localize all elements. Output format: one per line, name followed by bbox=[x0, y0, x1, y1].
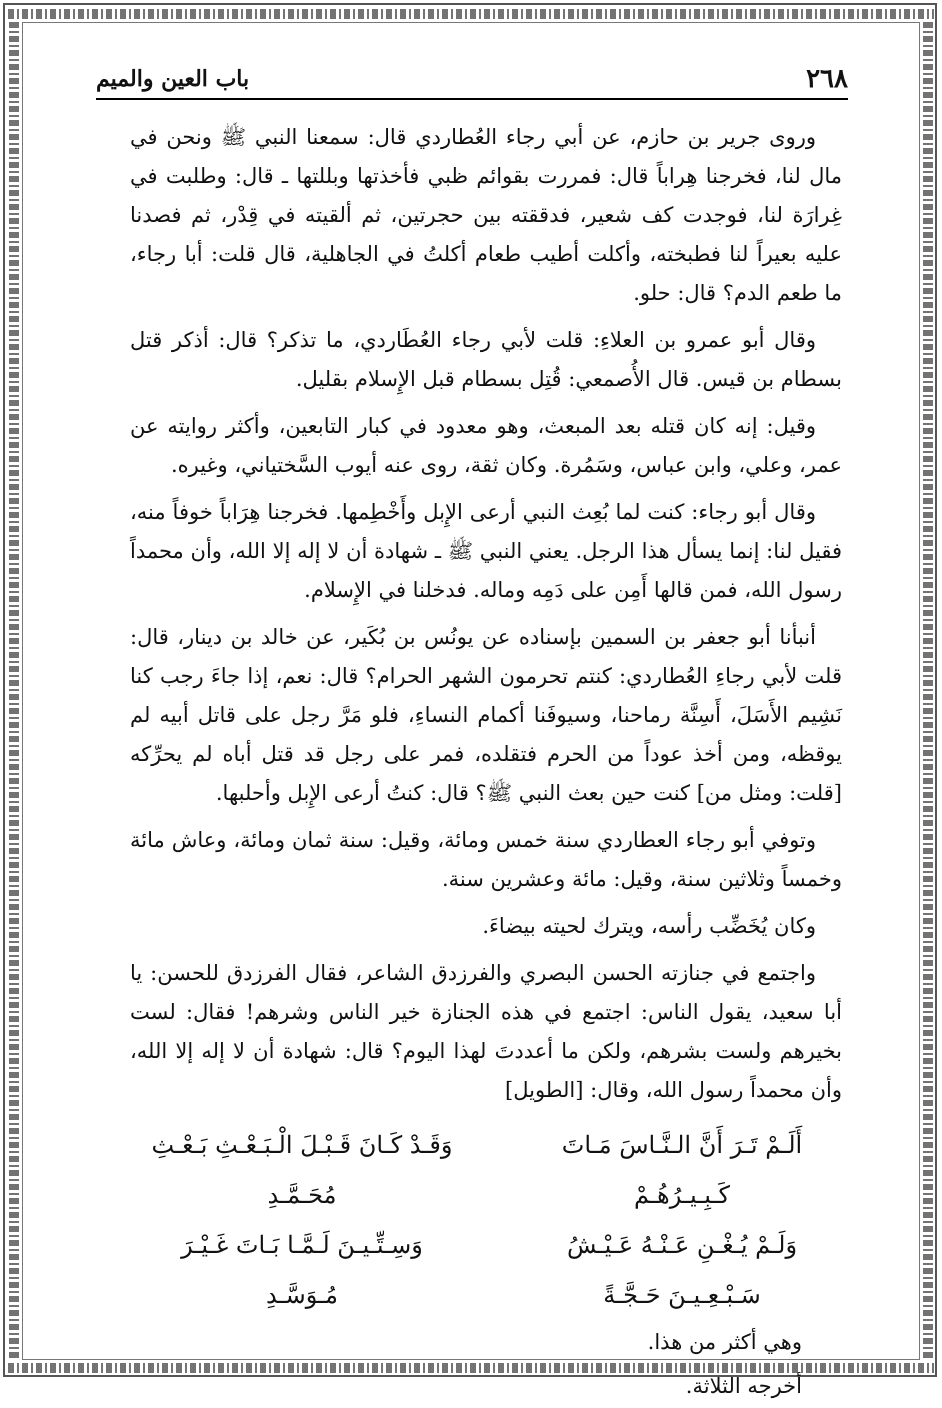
poem-first-hemistich: أَلَـمْ تَـرَ أَنَّ الـنَّـاسَ مَـاتَ كَـبِـيـرُهُـمْ bbox=[561, 1131, 803, 1209]
paragraph: وقال أبو رجاء: كنت لما بُعِث النبي أرعى الإِبل وأَخْطِمها. فخرجنا هِرَاباً خوفاً منه، فقيل لنا: إنما يسأل هذا الرجل. يعني النبي ﷺ ـ شهادة أن لا إله إلا الله، وأن محمداً رسول الله، فمن قالها أَمِن على دَمِه وماله. فدخلنا في الإِسلام. bbox=[130, 500, 842, 602]
page-number: ٢٦٨ bbox=[806, 64, 848, 94]
paragraph: أنبأنا أبو جعفر بن السمين بإسناده عن يونُس بن بُكَير، عن خالد بن دينار، قال: قلت لأبي رجاءِ العُطاردي: كنتم تحرمون الشهر الحرام؟ قال: نعم، إذا جاءَ رجب كنا نَشِيم الأَسَلَ، أَسِنَّة رماحنا، وسيوفَنا أكمام النساءِ، فلو مَرَّ رجل على قاتل أبيه لم يوقظه، ومن أخذ عوداً من الحرم فتقلده، فمر على رجل قد قتل أباه لم يحرِّكه [قلت: ومثل من] كنت حين بعث النبي ﷺ؟ قال: كنتُ أرعى الإِبل وأحلبها. bbox=[130, 625, 842, 805]
paragraph: واجتمع في جنازته الحسن البصري والفرزدق الشاعر، فقال الفرزدق للحسن: يا أبا سعيد، يقول الناس: اجتمع في هذه الجنازة خير الناس وشرهم! فقال: لست بخيرهم ولست بشرهم، ولكن ما أعددتَ لهذا اليوم؟ قال: شهادة أن لا إله إلا الله، وأن محمداً رسول الله، وقال: [الطويل] bbox=[130, 961, 842, 1102]
ornamental-border-left bbox=[9, 22, 19, 1360]
paragraph: وروى جرير بن حازم، عن أبي رجاء العُطاردي قال: سمعنا النبي ﷺ ونحن في مال لنا، فخرجنا هِراباً قال: فمررت بقوائم ظبي فأخذتها وبللتها ـ قال: وطلبت في غِرارَة لنا، فوجدت كف شعير، فدققته بين حجرتين، ثم ألقيته في قِدْر، ثم فصدنا عليه بعيراً لنا فطبخته، وأكلت أطيب طعام أكلتُ في الجاهلية، قال قلت: أبا رجاء، ما طعم الدم؟ قال: حلو. bbox=[130, 125, 842, 305]
poem-line bbox=[142, 1120, 842, 1220]
main-text bbox=[130, 118, 842, 1408]
page-header bbox=[96, 62, 848, 100]
note-line: أخرجه الثلاثة. bbox=[685, 1374, 802, 1398]
running-title: باب العين والميم bbox=[96, 66, 250, 92]
paragraph: وتوفي أبو رجاء العطاردي سنة خمس ومائة، وقيل: سنة ثمان ومائة، وعاش مائة وخمساً وثلاثين سنة، وقيل: مائة وعشرين سنة. bbox=[130, 828, 842, 891]
paragraph: وكان يُخَضِّب رأسه، ويترك لحيته بيضاءَ. bbox=[482, 914, 816, 938]
ornamental-border-right bbox=[923, 22, 933, 1360]
ornamental-border-top bbox=[8, 9, 934, 19]
poem bbox=[142, 1120, 842, 1320]
poem-second-hemistich: وَقَـدْ كَـانَ قَـبْـلَ الْـبَـعْـثِ بَـعْـثِ مُحَـمَّـدِ bbox=[151, 1131, 453, 1209]
poem-first-hemistich: وَلَـمْ يُـغْـنِ عَـنْـهُ عَـيْـشُ سَـبْـعِـيـنَ حَـجَّـةً bbox=[566, 1231, 798, 1309]
poem-line bbox=[142, 1220, 842, 1320]
poem-second-hemistich: وَسِـتِّـيـنَ لَـمَّـا بَـاتَ غَـيْـرَ مُـوَسَّـدِ bbox=[181, 1231, 423, 1309]
note-line: وهي أكثر من هذا. bbox=[647, 1330, 802, 1354]
paragraph: وقال أبو عمرو بن العلاءِ: قلت لأبي رجاء العُطَاردي، ما تذكر؟ قال: أذكر قتل بسطام بن قيس. قال الأُصمعي: قُتِل بسطام قبل الإِسلام بقليل. bbox=[130, 328, 842, 391]
paragraph: وقيل: إنه كان قتله بعد المبعث، وهو معدود في كبار التابعين، وأكثر روايته عن عمر، وعلي، وابن عباس، وسَمُرة. وكان ثقة، روى عنه أيوب السَّختياني، وغيره. bbox=[130, 414, 842, 477]
